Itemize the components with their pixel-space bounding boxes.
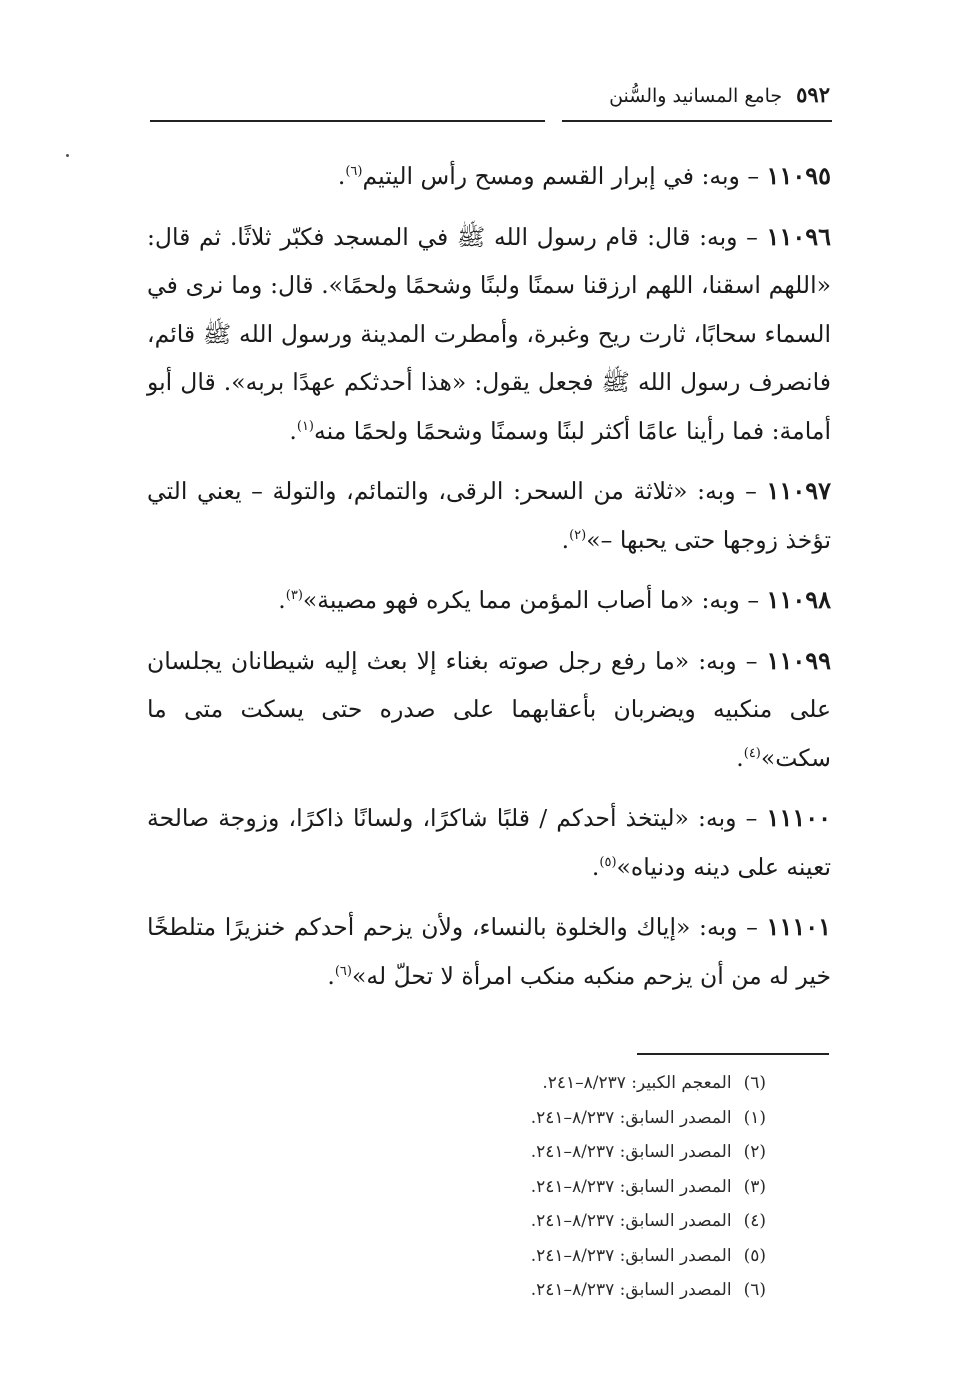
hadith-entry: ١١١٠٠ – وبه: «ليتخذ أحدكم / قلبًا شاكرًا، ولسانًا ذاكرًا، وزوجة صالحة تعينه على دينه ودنياه»$^{(٥)}$. xyxy=(147,803,831,881)
footnote-ref: (٤) xyxy=(743,745,761,761)
footnote-item xyxy=(430,1066,766,1101)
footnote-text: المصدر السابق: ٨/٢٣٧–٢٤١. xyxy=(530,1107,732,1128)
hadith-number: ١١٠٩٨ xyxy=(766,585,831,614)
footnote-text: المصدر السابق: ٨/٢٣٧–٢٤١. xyxy=(530,1280,732,1300)
footnote-mark: (١) xyxy=(743,1107,766,1128)
hadith-text: – وبه: «ما رفع رجل صوته بغناء إلا بعث إليه شيطانان يجلسان على منكبيه ويضربان بأعقابهما على صدره حتى يسكت متى ما سكت» xyxy=(147,646,831,772)
hadith-text: – وبه: «ما أصاب المؤمن مما يكره فهو مصيبة» xyxy=(302,586,767,614)
hadith-text: – وبه: «إياك والخلوة بالنساء، ولأن يزحم أحدكم خنزيرًا متلطخًا خير له من أن يزحم منكبه منكب امرأة لا تحلّ له» xyxy=(147,913,831,990)
hadith-number: ١١٠٩٩ xyxy=(766,645,831,675)
footnote-mark: (٤) xyxy=(743,1211,766,1231)
hadith-entry: ١١٠٩٦ – وبه: قال: قام رسول الله ﷺ في المسجد فكبّر ثلاثًا. ثم قال: «اللهم اسقنا، اللهم ارزقنا سمنًا ولبنًا وشحمًا ولحمًا». قال: وما نرى في السماء سحابًا، ثارت ريح وغبرة، وأمطرت المدينة ورسول الله ﷺ قائم، فانصرف رسول الله ﷺ فجعل يقول: «هذا أحدثكم عهدًا بربه». قال أبو أمامة: فما رأينا عامًا أكثر لبنًا وسمنًا وشحمًا ولحمًا منه$^{(١)}$. xyxy=(147,221,831,445)
footnote-item xyxy=(430,1204,766,1239)
footnote-mark: (٥) xyxy=(743,1245,766,1266)
hadith-text: – وبه: «ليتخذ أحدكم / قلبًا شاكرًا، ولسانًا ذاكرًا، وزوجة صالحة تعينه على دينه ودنياه» xyxy=(147,804,831,881)
footnote-mark: (٦) xyxy=(743,1073,766,1093)
footnote-ref: (٦) xyxy=(345,164,363,180)
header-rule-right xyxy=(562,120,832,122)
footnote-item xyxy=(430,1135,766,1170)
hadith-number: ١١٠٩٦ xyxy=(766,221,831,251)
footnote-text: المصدر السابق: ٨/٢٣٧–٢٤١. xyxy=(530,1211,732,1231)
footnotes-list xyxy=(430,1066,766,1308)
hadith-number: ١١١٠٠ xyxy=(766,803,831,832)
scan-speck xyxy=(66,154,69,157)
footnote-separator xyxy=(637,1053,829,1055)
footnote-mark: (٣) xyxy=(743,1176,766,1197)
footnote-item xyxy=(430,1170,766,1205)
footnote-text: المصدر السابق: ٨/٢٣٧–٢٤١. xyxy=(530,1176,732,1197)
page-number: ٥٩٢ xyxy=(796,82,830,107)
footnote-item xyxy=(430,1101,766,1136)
running-header xyxy=(560,82,830,107)
hadith-entry: ١١٠٩٥ – وبه: في إبرار القسم ومسح رأس اليتيم$^{(٦)}$. xyxy=(337,161,831,190)
hadith-entry: ١١٠٩٩ – وبه: «ما رفع رجل صوته بغناء إلا بعث إليه شيطانان يجلسان على منكبيه ويضربان بأعقابهما على صدره حتى يسكت متى ما سكت»$^{(٤)}$. xyxy=(147,645,831,772)
hadith-number: ١١١٠١ xyxy=(766,912,831,941)
footnote-ref: (٢) xyxy=(569,527,587,543)
hadith-text: – وبه: في إبرار القسم ومسح رأس اليتيم xyxy=(362,162,767,190)
hadith-text-body xyxy=(147,152,831,1012)
footnote-ref: (٥) xyxy=(599,854,617,870)
footnote-item xyxy=(430,1273,766,1308)
footnote-ref: (٣) xyxy=(285,588,303,604)
hadith-entry: ١١٠٩٨ – وبه: «ما أصاب المؤمن مما يكره فهو مصيبة»$^{(٣)}$. xyxy=(278,585,831,614)
footnote-mark: (٦) xyxy=(743,1280,766,1300)
footnote-text: المصدر السابق: ٨/٢٣٧–٢٤١. xyxy=(530,1245,732,1266)
hadith-text: – وبه: «ثلاثة من السحر: الرقى، والتمائم، والتولة – يعني التي تؤخذ زوجها حتى يحبها –» xyxy=(147,477,831,554)
footnote-item xyxy=(430,1239,766,1274)
running-title: جامع المسانيد والسُّنن xyxy=(609,85,783,107)
hadith-number: ١١٠٩٥ xyxy=(766,161,831,190)
header-rule-left xyxy=(150,120,545,122)
footnote-ref: (١) xyxy=(296,418,314,434)
hadith-entry: ١١١٠١ – وبه: «إياك والخلوة بالنساء، ولأن يزحم أحدكم خنزيرًا متلطخًا خير له من أن يزحم منكبه منكب امرأة لا تحلّ له»$^{(٦)}$. xyxy=(147,912,831,990)
footnote-text: المصدر السابق: ٨/٢٣٧–٢٤١. xyxy=(530,1142,732,1162)
hadith-entry: ١١٠٩٧ – وبه: «ثلاثة من السحر: الرقى، والتمائم، والتولة – يعني التي تؤخذ زوجها حتى يحبها –»$^{(٢)}$. xyxy=(147,476,831,554)
footnote-ref: (٦) xyxy=(334,963,352,979)
footnote-text: المعجم الكبير: ٨/٢٣٧–٢٤١. xyxy=(542,1073,732,1093)
hadith-text: – وبه: قال: قام رسول الله ﷺ في المسجد فكبّر ثلاثًا. ثم قال: «اللهم اسقنا، اللهم ارزقنا سمنًا ولبنًا وشحمًا ولحمًا». قال: وما نرى في السماء سحابًا، ثارت ريح وغبرة، وأمطرت المدينة ورسول الله ﷺ قائم، فانصرف رسول الله ﷺ فجعل يقول: «هذا أحدثكم عهدًا بربه». قال أبو أمامة: فما رأينا عامًا أكثر لبنًا وسمنًا وشحمًا ولحمًا منه xyxy=(147,222,831,445)
footnote-mark: (٢) xyxy=(743,1142,766,1162)
hadith-number: ١١٠٩٧ xyxy=(766,476,831,505)
